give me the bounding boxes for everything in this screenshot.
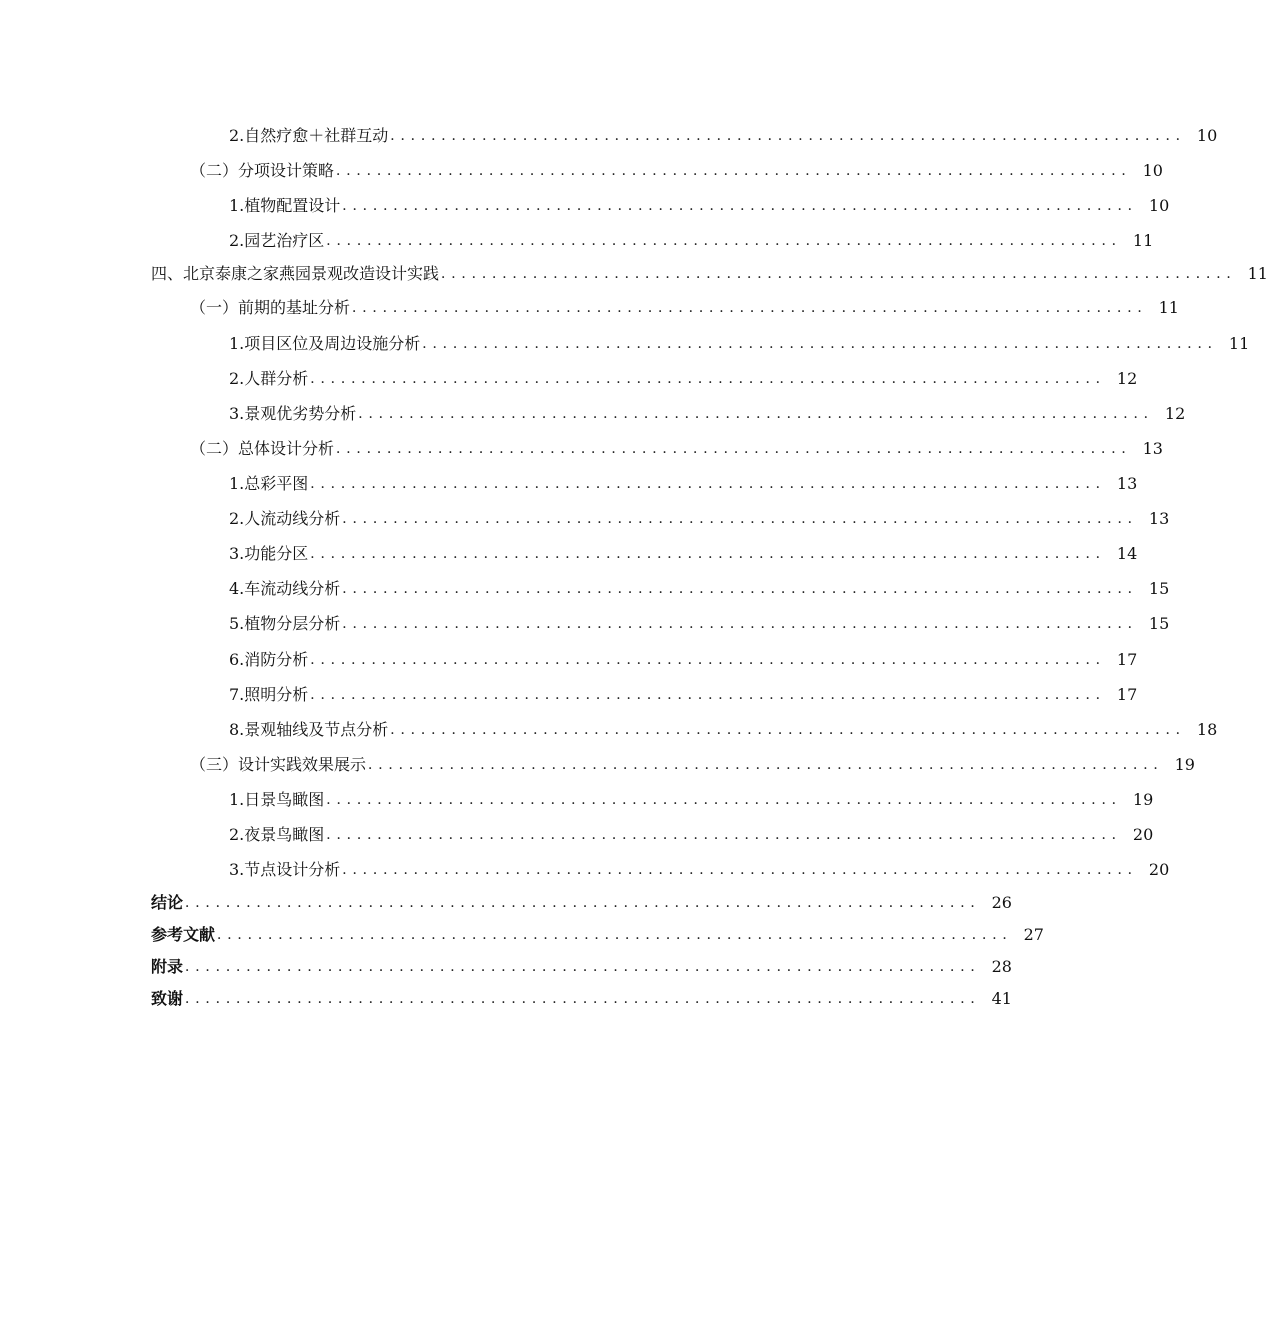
toc-leader: ．．．．．．．．．．．．．．．．．．．．．．．．．．．．．．．．．．．．．．．．．．．．．．．．．．．．．．．．．．．．．．．．．．．．．．．．．．．．．． — [342, 616, 1145, 632]
toc-entry[interactable] — [229, 575, 1170, 599]
toc-leader: ．．．．．．．．．．．．．．．．．．．．．．．．．．．．．．．．．．．．．．．．．．．．．．．．．．．．．．．．．．．．．．．．．．．．．．．．．．．．．． — [342, 862, 1145, 878]
toc-entry-title: 5.植物分层分析 — [229, 614, 341, 633]
toc-page-number: 12 — [1116, 369, 1138, 388]
toc-entry-title: 结论 — [151, 893, 184, 912]
toc-entry-title: 3.功能分区 — [229, 544, 309, 563]
toc-leader: ．．．．．．．．．．．．．．．．．．．．．．．．．．．．．．．．．．．．．．．．．．．．．．．．．．．．．．．．．．．．．．．．．．．．．．．．．．．．．． — [342, 581, 1145, 597]
toc-entry-title: 2.园艺治疗区 — [229, 231, 325, 250]
toc-leader: ．．．．．．．．．．．．．．．．．．．．．．．．．．．．．．．．．．．．．．．．．．．．．．．．．．．．．．．．．．．．．．．．．．．．．．．．．．．．．． — [336, 163, 1139, 179]
toc-entry[interactable] — [229, 400, 1186, 424]
toc-entry[interactable] — [229, 821, 1154, 845]
toc-entry[interactable] — [151, 260, 1268, 284]
toc-entry-title: 1.日景鸟瞰图 — [229, 790, 325, 809]
toc-leader: ．．．．．．．．．．．．．．．．．．．．．．．．．．．．．．．．．．．．．．．．．．．．．．．．．．．．．．．．．．．．．．．．．．．．．．．．．．．．．． — [326, 233, 1129, 249]
toc-page-number: 11 — [1158, 298, 1179, 317]
toc-entry-title: 4.车流动线分析 — [229, 579, 341, 598]
toc-entry[interactable] — [229, 681, 1138, 705]
toc-page-number: 10 — [1148, 196, 1170, 215]
toc-page-number: 17 — [1116, 650, 1138, 669]
toc-entry-title: 附录 — [151, 957, 184, 976]
toc-entry[interactable] — [229, 192, 1170, 216]
toc-entry-title: （三）设计实践效果展示 — [190, 755, 367, 774]
toc-page-number: 19 — [1174, 755, 1195, 774]
toc-entry-title: 6.消防分析 — [229, 650, 309, 669]
toc-page-number: 15 — [1148, 614, 1170, 633]
toc-page-number: 20 — [1148, 860, 1170, 879]
toc-leader: ．．．．．．．．．．．．．．．．．．．．．．．．．．．．．．．．．．．．．．．．．．．．．．．．．．．．．．．．．．．．．．．．．．．．．．．．．．．．．． — [342, 511, 1145, 527]
toc-entry-title: 3.节点设计分析 — [229, 860, 341, 879]
toc-page-number: 26 — [991, 893, 1012, 912]
toc-leader: ．．．．．．．．．．．．．．．．．．．．．．．．．．．．．．．．．．．．．．．．．．．．．．．．．．．．．．．．．．．．．．．．．．．．．．．．．．．．．． — [342, 198, 1145, 214]
toc-leader: ．．．．．．．．．．．．．．．．．．．．．．．．．．．．．．．．．．．．．．．．．．．．．．．．．．．．．．．．．．．．．．．．．．．．．．．．．．．．．． — [310, 546, 1113, 562]
toc-entry[interactable] — [229, 856, 1170, 880]
toc-entry[interactable] — [190, 435, 1163, 459]
toc-entry[interactable] — [229, 540, 1138, 564]
toc-entry-title: 2.人流动线分析 — [229, 509, 341, 528]
toc-entry-title: 1.总彩平图 — [229, 474, 309, 493]
toc-entry[interactable] — [151, 921, 1044, 945]
toc-page-number: 27 — [1023, 925, 1044, 944]
toc-leader: ．．．．．．．．．．．．．．．．．．．．．．．．．．．．．．．．．．．．．．．．．．．．．．．．．．．．．．．．．．．．．．．．．．．．．．．．．．．．．． — [422, 336, 1225, 352]
toc-page-number: 14 — [1116, 544, 1138, 563]
toc-entry-title: 1.项目区位及周边设施分析 — [229, 334, 421, 353]
toc-leader: ．．．．．．．．．．．．．．．．．．．．．．．．．．．．．．．．．．．．．．．．．．．．．．．．．．．．．．．．．．．．．．．．．．．．．．．．．．．．．． — [326, 827, 1129, 843]
toc-leader: ．．．．．．．．．．．．．．．．．．．．．．．．．．．．．．．．．．．．．．．．．．．．．．．．．．．．．．．．．．．．．．．．．．．．．．．．．．．．．． — [310, 476, 1113, 492]
toc-page-number: 12 — [1164, 404, 1186, 423]
toc-leader: ．．．．．．．．．．．．．．．．．．．．．．．．．．．．．．．．．．．．．．．．．．．．．．．．．．．．．．．．．．．．．．．．．．．．．．．．．．．．．． — [310, 687, 1113, 703]
toc-entry-title: 2.人群分析 — [229, 369, 309, 388]
toc-entry[interactable] — [229, 505, 1170, 529]
toc-page-number: 28 — [991, 957, 1012, 976]
toc-page-number: 17 — [1116, 685, 1138, 704]
toc-leader: ．．．．．．．．．．．．．．．．．．．．．．．．．．．．．．．．．．．．．．．．．．．．．．．．．．．．．．．．．．．．．．．．．．．．．．．．．．．．．． — [368, 757, 1171, 773]
toc-entry-title: （二）分项设计策略 — [190, 161, 335, 180]
toc-leader: ．．．．．．．．．．．．．．．．．．．．．．．．．．．．．．．．．．．．．．．．．．．．．．．．．．．．．．．．．．．．．．．．．．．．．．．．．．．．．． — [352, 300, 1155, 316]
toc-leader: ．．．．．．．．．．．．．．．．．．．．．．．．．．．．．．．．．．．．．．．．．．．．．．．．．．．．．．．．．．．．．．．．．．．．．．．．．．．．．． — [310, 652, 1113, 668]
toc-entry[interactable] — [190, 294, 1179, 318]
toc-entry[interactable] — [151, 889, 1012, 913]
toc-leader: ．．．．．．．．．．．．．．．．．．．．．．．．．．．．．．．．．．．．．．．．．．．．．．．．．．．．．．．．．．．．．．．．．．．．．．．．．．．．．． — [390, 128, 1193, 144]
toc-entry-title: （二）总体设计分析 — [190, 439, 335, 458]
toc-entry-title: 2.自然疗愈＋社群互动 — [229, 126, 389, 145]
toc-page-number: 19 — [1132, 790, 1154, 809]
toc-entry[interactable] — [229, 365, 1138, 389]
toc-entry[interactable] — [229, 470, 1138, 494]
toc-leader: ．．．．．．．．．．．．．．．．．．．．．．．．．．．．．．．．．．．．．．．．．．．．．．．．．．．．．．．．．．．．．．．．．．．．．．．．．．．．．． — [390, 722, 1193, 738]
toc-entry[interactable] — [229, 330, 1250, 354]
toc-leader: ．．．．．．．．．．．．．．．．．．．．．．．．．．．．．．．．．．．．．．．．．．．．．．．．．．．．．．．．．．．．．．．．．．．．．．．．．．．．．． — [326, 792, 1129, 808]
toc-entry-title: 四、北京泰康之家燕园景观改造设计实践 — [151, 264, 440, 283]
toc-page-number: 10 — [1142, 161, 1163, 180]
toc-page-number: 20 — [1132, 825, 1154, 844]
toc-leader: ．．．．．．．．．．．．．．．．．．．．．．．．．．．．．．．．．．．．．．．．．．．．．．．．．．．．．．．．．．．．．．．．．．．．．．．．．．．．．． — [441, 266, 1244, 282]
toc-leader: ．．．．．．．．．．．．．．．．．．．．．．．．．．．．．．．．．．．．．．．．．．．．．．．．．．．．．．．．．．．．．．．．．．．．．．．．．．．．．． — [336, 441, 1139, 457]
toc-entry[interactable] — [151, 985, 1012, 1009]
toc-leader: ．．．．．．．．．．．．．．．．．．．．．．．．．．．．．．．．．．．．．．．．．．．．．．．．．．．．．．．．．．．．．．．．．．．．．．．．．．．．．． — [310, 371, 1113, 387]
toc-entry[interactable] — [229, 716, 1218, 740]
toc-leader: ．．．．．．．．．．．．．．．．．．．．．．．．．．．．．．．．．．．．．．．．．．．．．．．．．．．．．．．．．．．．．．．．．．．．．．．．．．．．．． — [185, 959, 988, 975]
toc-entry-title: 3.景观优劣势分析 — [229, 404, 357, 423]
toc-entry-title: 2.夜景鸟瞰图 — [229, 825, 325, 844]
toc-page-number: 18 — [1196, 720, 1218, 739]
toc-leader: ．．．．．．．．．．．．．．．．．．．．．．．．．．．．．．．．．．．．．．．．．．．．．．．．．．．．．．．．．．．．．．．．．．．．．．．．．．．．．． — [217, 927, 1020, 943]
toc-page-number: 41 — [991, 989, 1012, 1008]
toc-page-number: 13 — [1116, 474, 1138, 493]
toc-page-number: 11 — [1247, 264, 1268, 283]
toc-entry[interactable] — [229, 227, 1154, 251]
toc-entry-title: （一）前期的基址分析 — [190, 298, 351, 317]
toc-page-number: 13 — [1148, 509, 1170, 528]
toc-entry-title: 8.景观轴线及节点分析 — [229, 720, 389, 739]
toc-entry-title: 参考文献 — [151, 925, 216, 944]
toc-entry[interactable] — [151, 953, 1012, 977]
toc-page-number: 13 — [1142, 439, 1163, 458]
toc-entry[interactable] — [229, 122, 1218, 146]
toc-entry[interactable] — [229, 646, 1138, 670]
toc-leader: ．．．．．．．．．．．．．．．．．．．．．．．．．．．．．．．．．．．．．．．．．．．．．．．．．．．．．．．．．．．．．．．．．．．．．．．．．．．．．． — [358, 406, 1161, 422]
toc-page-number: 11 — [1228, 334, 1250, 353]
toc-entry-title: 7.照明分析 — [229, 685, 309, 704]
toc-entry[interactable] — [190, 157, 1163, 181]
toc-entry[interactable] — [229, 786, 1154, 810]
toc-leader: ．．．．．．．．．．．．．．．．．．．．．．．．．．．．．．．．．．．．．．．．．．．．．．．．．．．．．．．．．．．．．．．．．．．．．．．．．．．．．． — [185, 991, 988, 1007]
toc-entry-title: 致谢 — [151, 989, 184, 1008]
toc-page-number: 15 — [1148, 579, 1170, 598]
toc-entry-title: 1.植物配置设计 — [229, 196, 341, 215]
toc-page-number: 11 — [1132, 231, 1154, 250]
toc-entry[interactable] — [190, 751, 1195, 775]
toc-page-number: 10 — [1196, 126, 1218, 145]
toc-entry[interactable] — [229, 610, 1170, 634]
toc-leader: ．．．．．．．．．．．．．．．．．．．．．．．．．．．．．．．．．．．．．．．．．．．．．．．．．．．．．．．．．．．．．．．．．．．．．．．．．．．．．． — [185, 895, 988, 911]
